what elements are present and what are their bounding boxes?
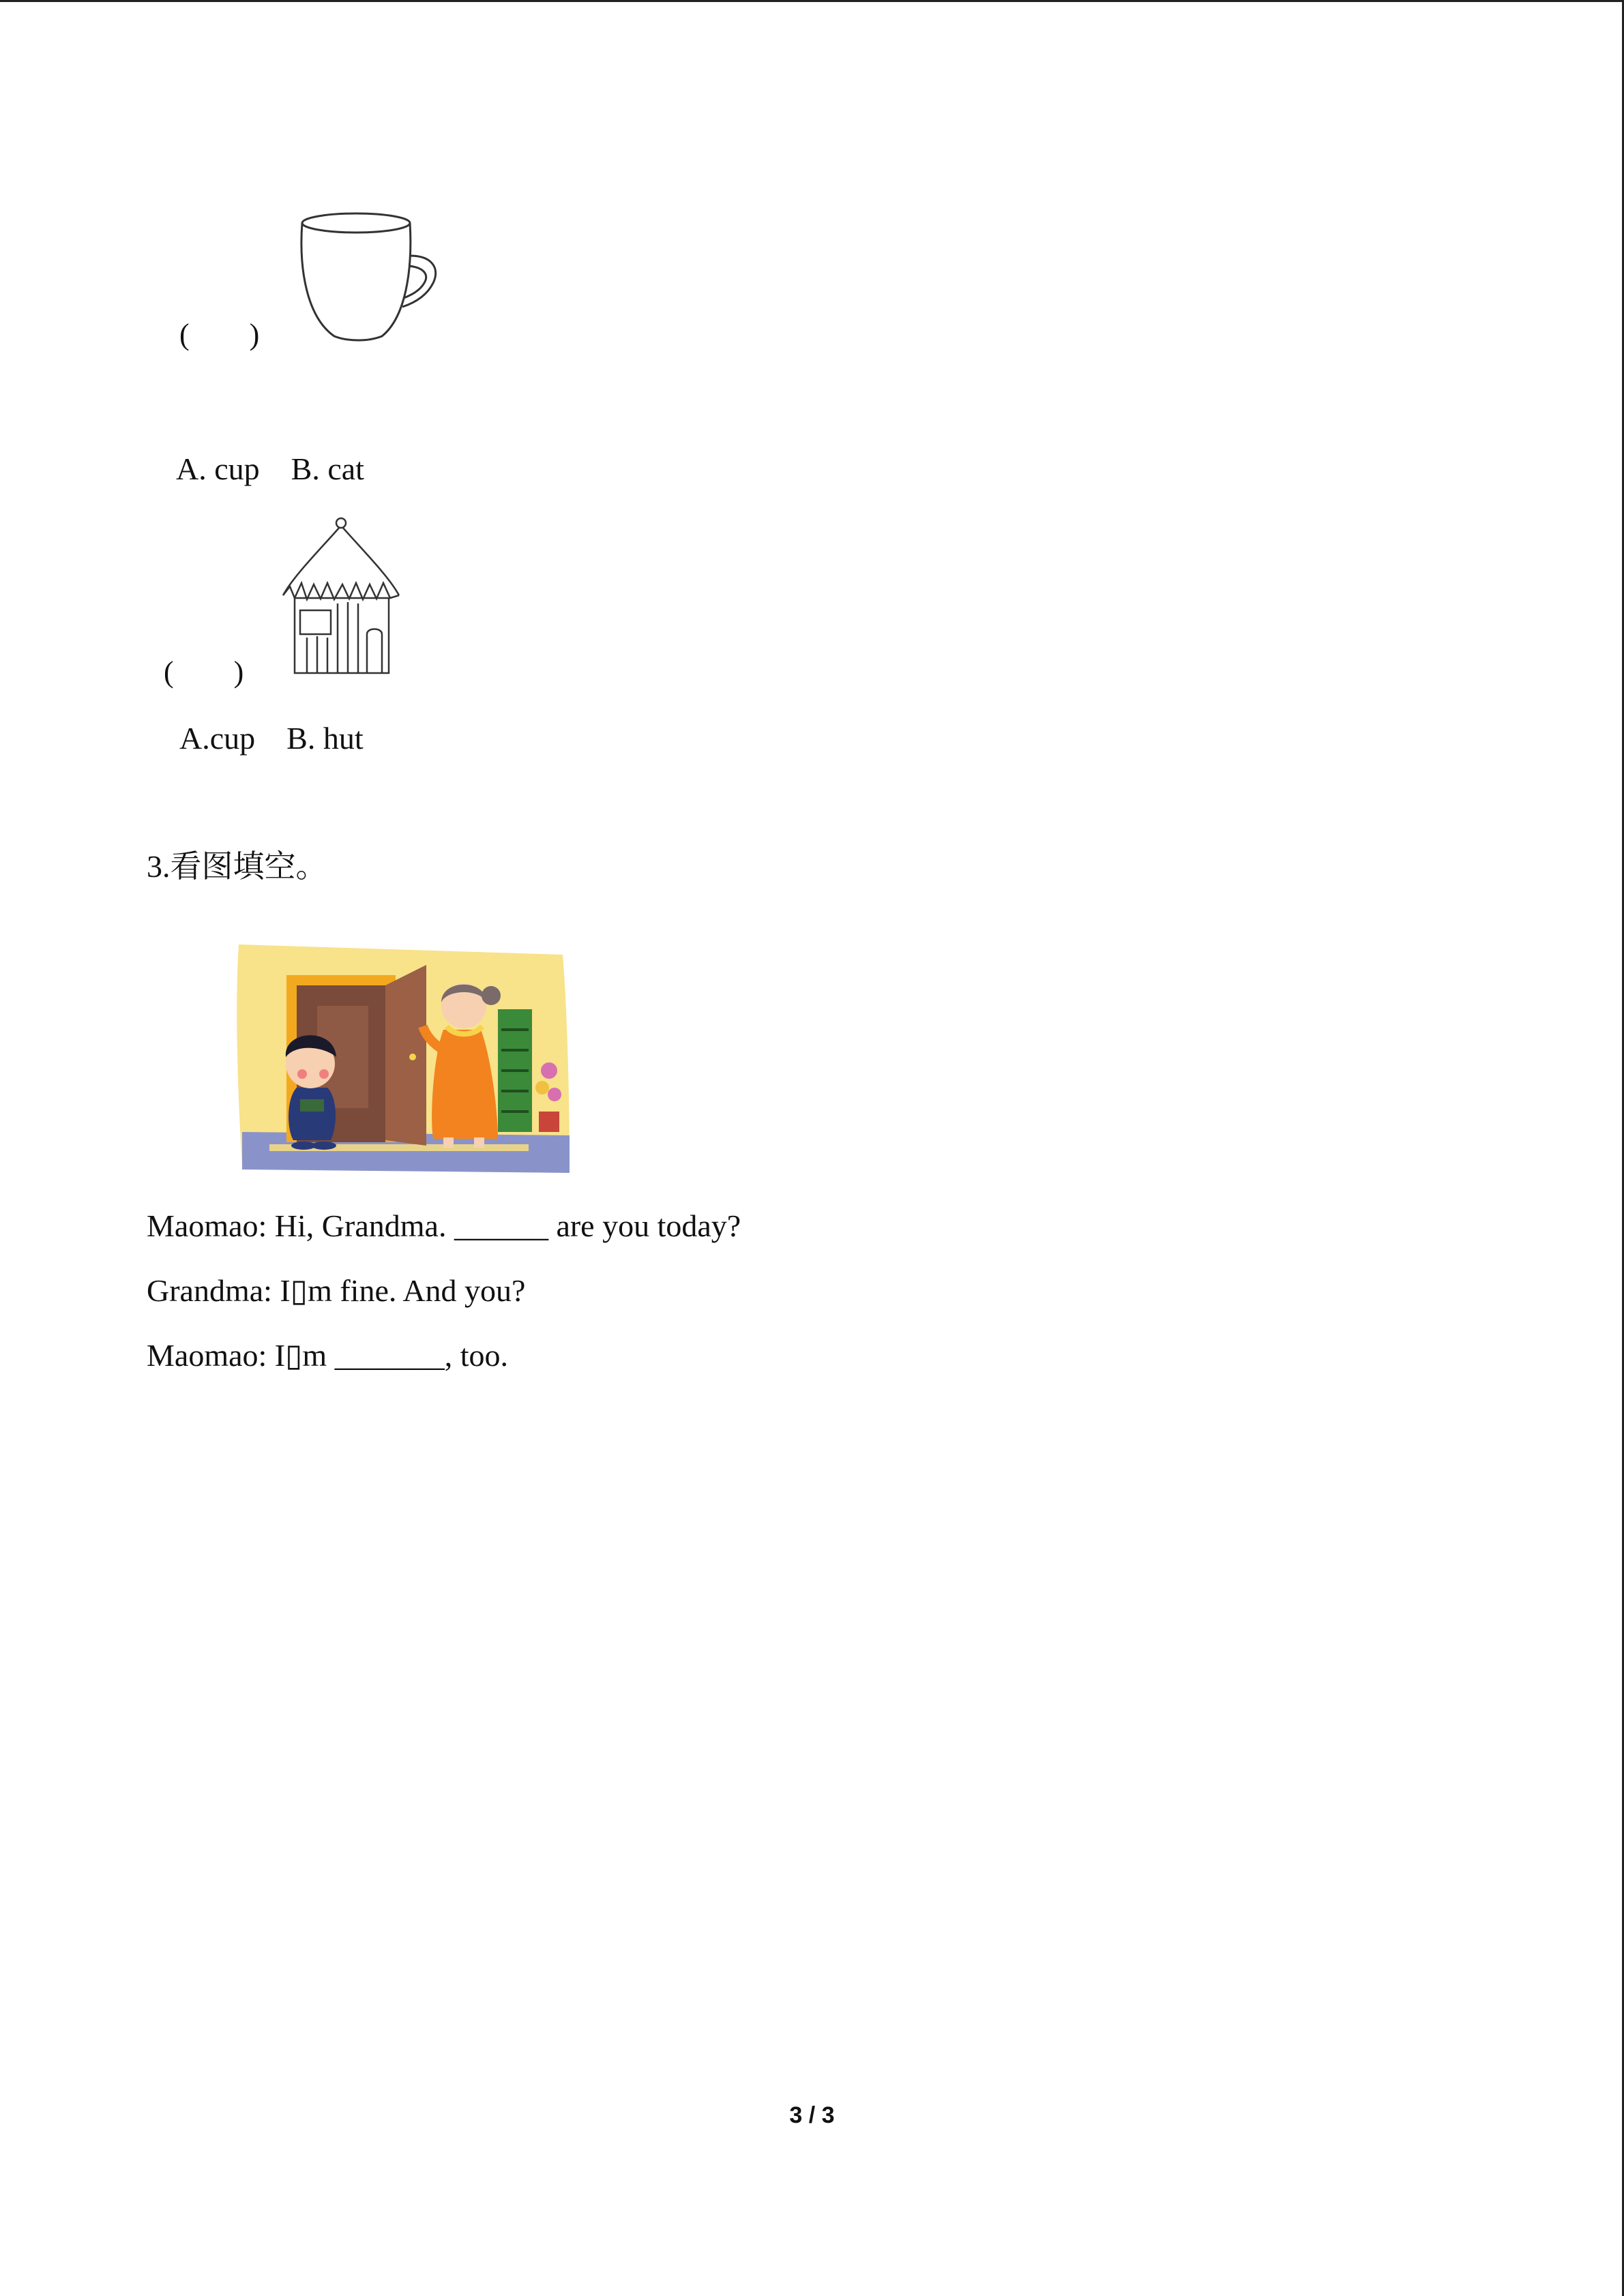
- options-2: A.cup B. hut: [179, 721, 364, 756]
- section-heading: 3.看图填空。: [147, 849, 327, 884]
- dialog-line-3: Maomao: I▯m _______, too.: [147, 1338, 508, 1373]
- dialog-line-1: Maomao: Hi, Grandma. ______ are you today?: [147, 1208, 741, 1243]
- grandma-and-maomao-at-door: [228, 941, 576, 1180]
- answer-bracket-2: ( ): [164, 655, 244, 689]
- dialog-line-2: Grandma: I▯m fine. And you?: [147, 1273, 526, 1308]
- hut-drawing: [280, 515, 402, 679]
- page-number: 3 / 3: [789, 2102, 835, 2128]
- answer-bracket-1: ( ): [179, 318, 260, 351]
- page-top-border: [0, 0, 1624, 2]
- options-1: A. cup B. cat: [176, 451, 364, 486]
- cup-drawing: [293, 208, 443, 344]
